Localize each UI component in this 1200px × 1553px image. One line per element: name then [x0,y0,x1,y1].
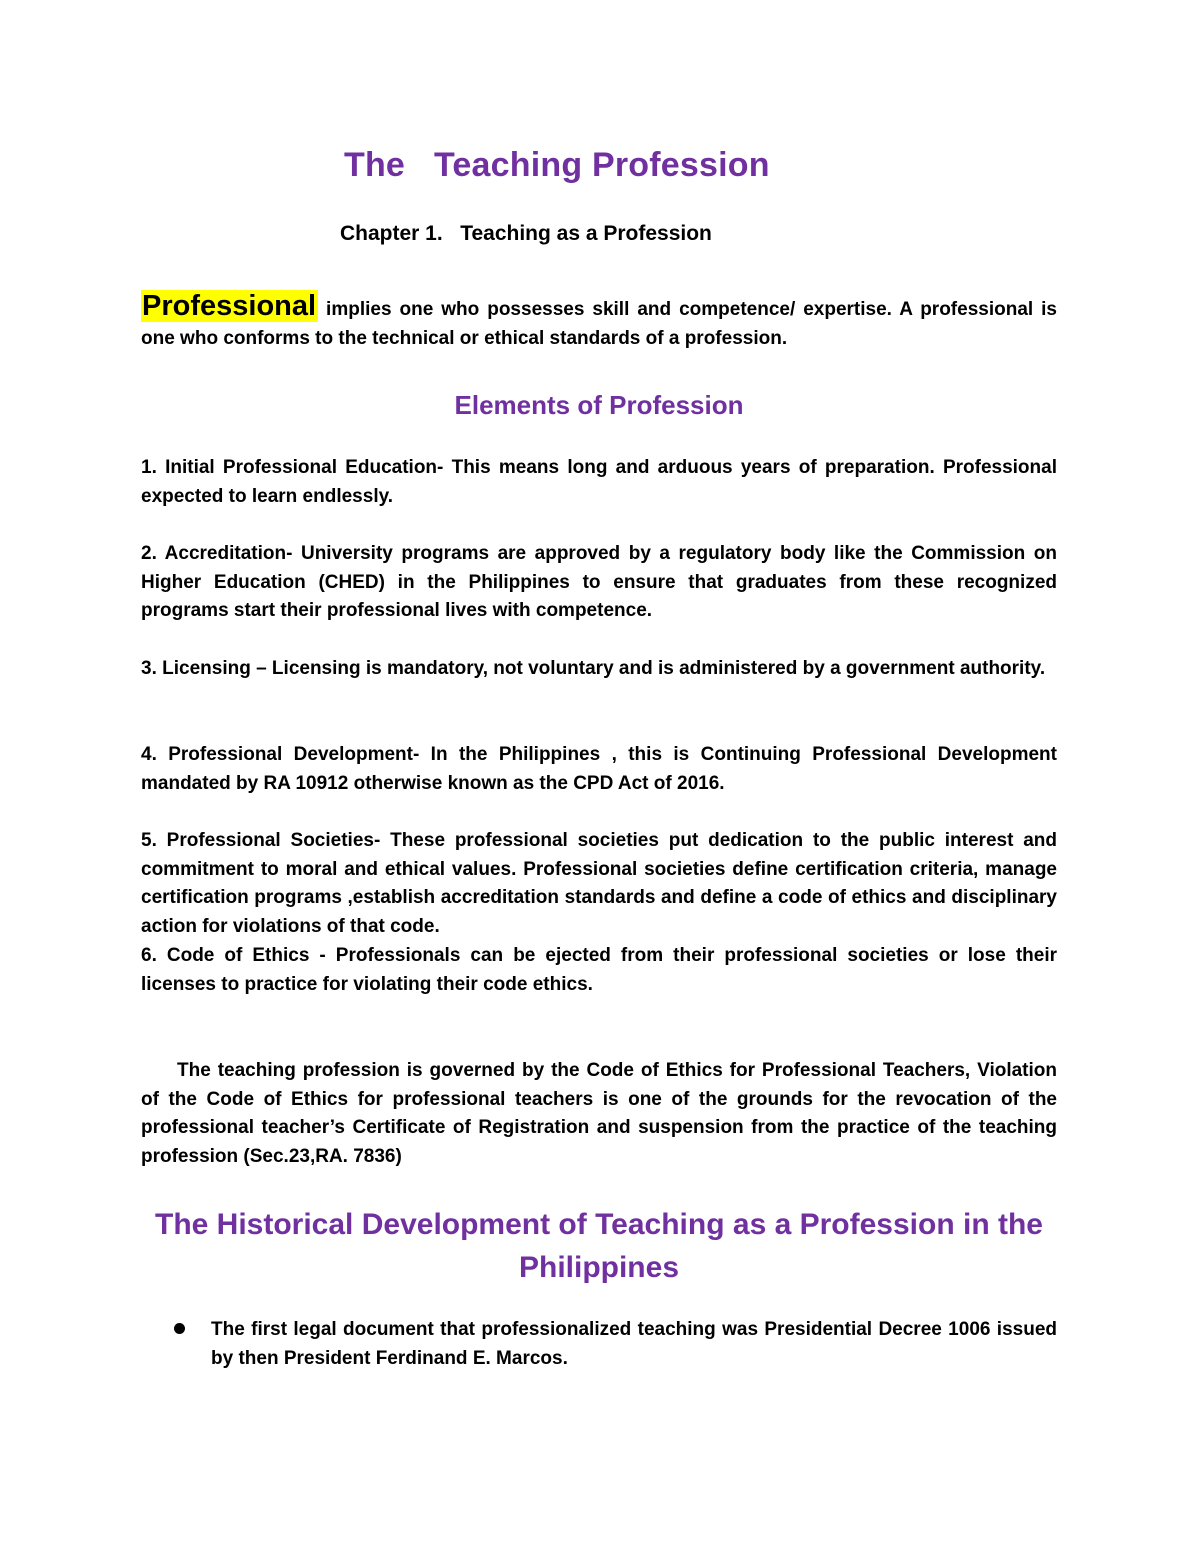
elements-heading: Elements of Profession [454,390,744,420]
intro-paragraph [141,289,1057,353]
intro-text: implies one who possesses skill and competence/ expertise. A professional is one who conforms to the technical or ethical standards of a profession. [141,299,1057,349]
history-bullet-item [141,1316,1057,1373]
element-item-6: 6. Code of Ethics - Professionals can be ejected from their professional societies or lose their licenses to practice for violating their code ethics. [141,945,1057,995]
chapter-heading: Chapter 1. Teaching as a Profession [340,222,712,245]
document-title: The Teaching Profession [344,146,770,184]
element-item-4: 4. Professional Development- In the Philippines , this is Continuing Professional Development mandated by RA 10912 otherwise known as the CPD Act of 2016. [141,744,1057,794]
highlighted-term: Professional [142,290,317,322]
element-item-3: 3. Licensing – Licensing is mandatory, not voluntary and is administered by a government authority. [141,658,1046,679]
governed-paragraph: The teaching profession is governed by the Code of Ethics for Professional Teachers, Violation of the Code of Ethics for professional teachers is one of the grounds for the revocation of the professional teacher’s Certificate of Registration and suspension from the practice of the teaching profession (Sec.23,RA. 7836) [141,1060,1057,1167]
history-heading: The Historical Development of Teaching as a Profession in the Philippines [155,1208,1043,1284]
bullet-icon [174,1323,185,1334]
history-bullet-text: The first legal document that professionalized teaching was Presidential Decree 1006 issued by then President Ferdinand E. Marcos. [211,1319,1057,1369]
element-item-1: 1. Initial Professional Education- This means long and arduous years of preparation. Professional expected to learn endlessly. [141,457,1057,507]
element-item-2: 2. Accreditation- University programs are approved by a regulatory body like the Commission on Higher Education (CHED) in the Philippines to ensure that graduates from these recognized programs start their professional lives with competence. [141,543,1057,622]
element-item-5: 5. Professional Societies- These professional societies put dedication to the public interest and commitment to moral and ethical values. Professional societies define certification criteria, manage certification programs ,establish accreditation standards and define a code of ethics and disciplinary action for violations of that code. [141,830,1057,937]
